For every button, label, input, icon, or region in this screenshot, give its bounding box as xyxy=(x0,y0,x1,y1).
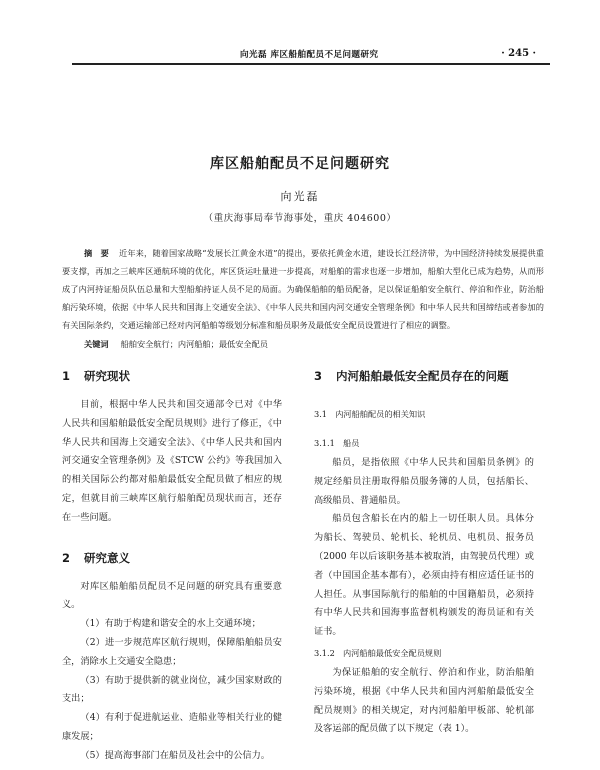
subsection-3-1-2-paragraph: 为保证船舶的安全航行、停泊和作业，防治船舶污染环境，根据《中华人民共和国内河船舶最低安全配员规则》的相关规定，对内河船舶甲板部、轮机部及客运部的配员做了以下规定（表 1）。 xyxy=(314,666,534,735)
author-affiliation: （重庆海事局奉节海事处，重庆 404600） xyxy=(203,213,397,224)
section-3-heading xyxy=(314,356,534,396)
running-header xyxy=(72,44,550,66)
left-column xyxy=(62,356,282,766)
abstract xyxy=(62,244,544,334)
section-2-item-2: （2）进一步规范库区航行规则，保障船舶船员安全，消除水上交通安全隐患； xyxy=(62,636,282,667)
keywords-label: 关键词 xyxy=(84,339,109,349)
subsection-3-1-1-paragraph-2: 船员包含船长在内的船上一切任职人员。具体分为船长、驾驶员、轮机长、轮机员、电机员、报务员（2000 年以后该职务基本被取消，由驾驶员代理）或者（中国国企基本都有），必须由持有相应适任证书的人担任。从事国际航行的船舶的中国籍船员，必须持有中华人民共和国海事监督机构颁发的海员证和有关证书。 xyxy=(314,513,534,638)
keywords-text: 船舶安全航行；内河船舶；最低安全配员 xyxy=(120,339,268,349)
section-1-heading xyxy=(62,356,282,396)
page-number: · 245 · xyxy=(501,48,536,59)
header-rule xyxy=(72,63,550,65)
right-column xyxy=(314,356,534,739)
section-1-number: 1 xyxy=(62,369,71,383)
section-2-intro: 对库区船舶船员配员不足问题的研究具有重要意义。 xyxy=(62,580,282,611)
section-1-title: 研究现状 xyxy=(84,369,130,383)
abstract-label: 摘 要 xyxy=(84,248,109,258)
section-2-item-4: （4）有利于促进航运业、造船业等相关行业的健康发展； xyxy=(62,712,282,742)
section-1-paragraph: 目前，根据中华人民共和国交通部令已对《中华人民共和国船舶最低安全配员规则》进行了修正，《中华人民共和国海上交通安全法》、《中华人民共和国内河交通安全管理条例》及《STCW 公约》等我国加入的相关国际公约都对船舶最低安全配员做了相应的规定，但就目前三峡库区航行船舶配员现状而言，还存在一些问题。 xyxy=(62,399,282,523)
subsection-3-1-1-paragraph-1: 船员，是指依照《中华人民共和国船员条例》的规定经船员注册取得船员服务簿的人员，包括船长、高级船员、普通船员。 xyxy=(314,457,534,506)
section-3-number: 3 xyxy=(314,369,323,383)
keywords xyxy=(84,339,544,350)
article-author: 向光磊 xyxy=(280,190,320,203)
section-3-title: 内河船舶最低安全配员存在的问题 xyxy=(336,369,509,383)
subsection-3-1-heading: 3.1 内河船舶配员的相关知识 xyxy=(314,409,426,419)
section-2-title: 研究意义 xyxy=(84,550,130,565)
abstract-text: 近年来，随着国家战略“发展长江黄金水道”的提出，要依托黄金水道，建设长江经济带，为中国经济持续发展提供重要支撑，再加之三峡库区通航环境的优化，库区货运吐量进一步提高，对船舶的需求也逐一步增加，船舶大型化已成为趋势，从而形成了内河持证船员队伍总量和大型船舶持证人员不足的局面。为确保船舶的船员配备，足以保证船舶安全航行、停泊和作业，防治船舶污染环境，依据《中华人民共和国海上交通安全法》、《中华人民共和国内河交通安全管理条例》和中华人民共和国缔结或者参加的有关国际条约，交通运输部已经对内河船舶等级划分标准和船员职务及最低安全配员设置进行了相应的调整。 xyxy=(62,248,544,330)
running-head-text: 向光磊 库区船舶配员不足问题研究 xyxy=(240,50,379,60)
section-2-item-3: （3）有助于提供新的就业岗位，减少国家财政的支出； xyxy=(62,674,282,705)
section-2-heading xyxy=(62,538,282,578)
article-title: 库区船舶配员不足问题研究 xyxy=(210,156,390,172)
section-2-item-5: （5）提高海事部门在船员及社会中的公信力。 xyxy=(80,749,270,761)
section-2-number: 2 xyxy=(62,550,71,565)
section-2-item-1: （1）有助于构建和谐安全的水上交通环境； xyxy=(80,618,261,630)
subsection-3-1-2-heading: 3.1.2 内河船舶最低安全配员规则 xyxy=(314,647,442,658)
subsection-3-1-1-heading: 3.1.1 船员 xyxy=(314,438,360,448)
